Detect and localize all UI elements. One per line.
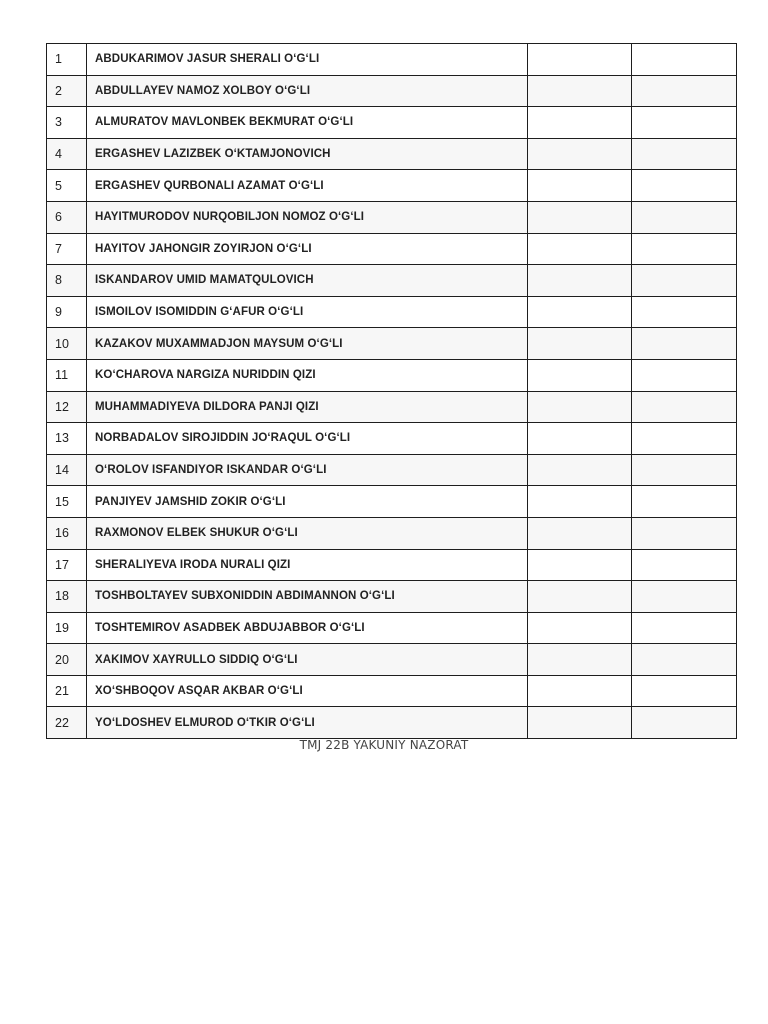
row-number-cell: 19 bbox=[47, 612, 87, 644]
student-name-cell: ISMOILOV ISOMIDDIN G‘AFUR O‘G‘LI bbox=[87, 296, 528, 328]
empty-grade-cell bbox=[528, 423, 632, 455]
student-name-cell: ABDUKARIMOV JASUR SHERALI O‘G‘LI bbox=[87, 44, 528, 76]
empty-grade-cell bbox=[528, 581, 632, 613]
empty-signature-cell bbox=[632, 75, 737, 107]
row-number-cell: 5 bbox=[47, 170, 87, 202]
row-number-cell: 10 bbox=[47, 328, 87, 360]
table-row bbox=[47, 265, 737, 297]
student-name-cell: ISKANDAROV UMID MAMATQULOVICH bbox=[87, 265, 528, 297]
table-row bbox=[47, 296, 737, 328]
row-number-cell: 4 bbox=[47, 138, 87, 170]
student-name-cell: ALMURATOV MAVLONBEK BEKMURAT O‘G‘LI bbox=[87, 107, 528, 139]
empty-signature-cell bbox=[632, 107, 737, 139]
student-name-cell: TOSHTEMIROV ASADBEK ABDUJABBOR O‘G‘LI bbox=[87, 612, 528, 644]
empty-signature-cell bbox=[632, 359, 737, 391]
table-row bbox=[47, 75, 737, 107]
table-row bbox=[47, 707, 737, 739]
empty-grade-cell bbox=[528, 612, 632, 644]
row-number-cell: 2 bbox=[47, 75, 87, 107]
empty-signature-cell bbox=[632, 201, 737, 233]
student-name-cell: HAYITOV JAHONGIR ZOYIRJON O‘G‘LI bbox=[87, 233, 528, 265]
row-number-cell: 9 bbox=[47, 296, 87, 328]
row-number-cell: 3 bbox=[47, 107, 87, 139]
empty-grade-cell bbox=[528, 486, 632, 518]
empty-grade-cell bbox=[528, 44, 632, 76]
student-name-cell: ERGASHEV LAZIZBEK O‘KTAMJONOVICH bbox=[87, 138, 528, 170]
student-name-cell: MUHAMMADIYEVA DILDORA PANJI QIZI bbox=[87, 391, 528, 423]
empty-signature-cell bbox=[632, 391, 737, 423]
student-name-cell: NORBADALOV SIROJIDDIN JO‘RAQUL O‘G‘LI bbox=[87, 423, 528, 455]
empty-grade-cell bbox=[528, 170, 632, 202]
row-number-cell: 1 bbox=[47, 44, 87, 76]
student-name-cell: YO‘LDOSHEV ELMUROD O‘TKIR O‘G‘LI bbox=[87, 707, 528, 739]
empty-grade-cell bbox=[528, 233, 632, 265]
table-row bbox=[47, 138, 737, 170]
row-number-cell: 22 bbox=[47, 707, 87, 739]
empty-signature-cell bbox=[632, 454, 737, 486]
table-row bbox=[47, 359, 737, 391]
student-name-cell: PANJIYEV JAMSHID ZOKIR O‘G‘LI bbox=[87, 486, 528, 518]
student-name-cell: ABDULLAYEV NAMOZ XOLBOY O‘G‘LI bbox=[87, 75, 528, 107]
row-number-cell: 13 bbox=[47, 423, 87, 455]
table-row bbox=[47, 454, 737, 486]
row-number-cell: 14 bbox=[47, 454, 87, 486]
empty-grade-cell bbox=[528, 517, 632, 549]
table-row bbox=[47, 486, 737, 518]
table-row bbox=[47, 581, 737, 613]
empty-grade-cell bbox=[528, 265, 632, 297]
empty-signature-cell bbox=[632, 644, 737, 676]
row-number-cell: 7 bbox=[47, 233, 87, 265]
table-row bbox=[47, 328, 737, 360]
empty-signature-cell bbox=[632, 675, 737, 707]
student-name-cell: HAYITMURODOV NURQOBILJON NOMOZ O‘G‘LI bbox=[87, 201, 528, 233]
row-number-cell: 6 bbox=[47, 201, 87, 233]
row-number-cell: 17 bbox=[47, 549, 87, 581]
empty-grade-cell bbox=[528, 296, 632, 328]
table-row bbox=[47, 107, 737, 139]
empty-signature-cell bbox=[632, 517, 737, 549]
row-number-cell: 12 bbox=[47, 391, 87, 423]
student-name-cell: KAZAKOV MUXAMMADJON MAYSUM O‘G‘LI bbox=[87, 328, 528, 360]
empty-grade-cell bbox=[528, 454, 632, 486]
student-name-cell: KO‘CHAROVA NARGIZA NURIDDIN QIZI bbox=[87, 359, 528, 391]
empty-signature-cell bbox=[632, 423, 737, 455]
footer-caption: TMJ 22B YAKUNIY NAZORAT bbox=[299, 738, 469, 752]
student-roster-table bbox=[46, 43, 737, 739]
empty-grade-cell bbox=[528, 675, 632, 707]
empty-grade-cell bbox=[528, 75, 632, 107]
row-number-cell: 20 bbox=[47, 644, 87, 676]
table-row bbox=[47, 44, 737, 76]
student-name-cell: XO‘SHBOQOV ASQAR AKBAR O‘G‘LI bbox=[87, 675, 528, 707]
table-row bbox=[47, 233, 737, 265]
row-number-cell: 16 bbox=[47, 517, 87, 549]
row-number-cell: 15 bbox=[47, 486, 87, 518]
table-row bbox=[47, 423, 737, 455]
table-row bbox=[47, 517, 737, 549]
empty-grade-cell bbox=[528, 707, 632, 739]
empty-signature-cell bbox=[632, 486, 737, 518]
student-name-cell: TOSHBOLTAYEV SUBXONIDDIN ABDIMANNON O‘G‘LI bbox=[87, 581, 528, 613]
table-row bbox=[47, 549, 737, 581]
empty-signature-cell bbox=[632, 44, 737, 76]
empty-signature-cell bbox=[632, 612, 737, 644]
empty-signature-cell bbox=[632, 296, 737, 328]
row-number-cell: 8 bbox=[47, 265, 87, 297]
row-number-cell: 18 bbox=[47, 581, 87, 613]
empty-grade-cell bbox=[528, 391, 632, 423]
student-name-cell: RAXMONOV ELBEK SHUKUR O‘G‘LI bbox=[87, 517, 528, 549]
empty-grade-cell bbox=[528, 138, 632, 170]
empty-grade-cell bbox=[528, 644, 632, 676]
table-row bbox=[47, 675, 737, 707]
student-name-cell: SHERALIYEVA IRODA NURALI QIZI bbox=[87, 549, 528, 581]
empty-signature-cell bbox=[632, 549, 737, 581]
empty-grade-cell bbox=[528, 201, 632, 233]
student-name-cell: O‘ROLOV ISFANDIYOR ISKANDAR O‘G‘LI bbox=[87, 454, 528, 486]
empty-signature-cell bbox=[632, 138, 737, 170]
table-row bbox=[47, 612, 737, 644]
row-number-cell: 11 bbox=[47, 359, 87, 391]
table-row bbox=[47, 170, 737, 202]
table-row bbox=[47, 391, 737, 423]
empty-signature-cell bbox=[632, 170, 737, 202]
empty-signature-cell bbox=[632, 328, 737, 360]
empty-grade-cell bbox=[528, 107, 632, 139]
student-name-cell: ERGASHEV QURBONALI AZAMAT O‘G‘LI bbox=[87, 170, 528, 202]
empty-grade-cell bbox=[528, 328, 632, 360]
roster-body bbox=[47, 44, 737, 739]
table-row bbox=[47, 644, 737, 676]
empty-grade-cell bbox=[528, 549, 632, 581]
table-row bbox=[47, 201, 737, 233]
student-name-cell: XAKIMOV XAYRULLO SIDDIQ O‘G‘LI bbox=[87, 644, 528, 676]
empty-signature-cell bbox=[632, 581, 737, 613]
empty-signature-cell bbox=[632, 707, 737, 739]
row-number-cell: 21 bbox=[47, 675, 87, 707]
empty-grade-cell bbox=[528, 359, 632, 391]
empty-signature-cell bbox=[632, 265, 737, 297]
empty-signature-cell bbox=[632, 233, 737, 265]
